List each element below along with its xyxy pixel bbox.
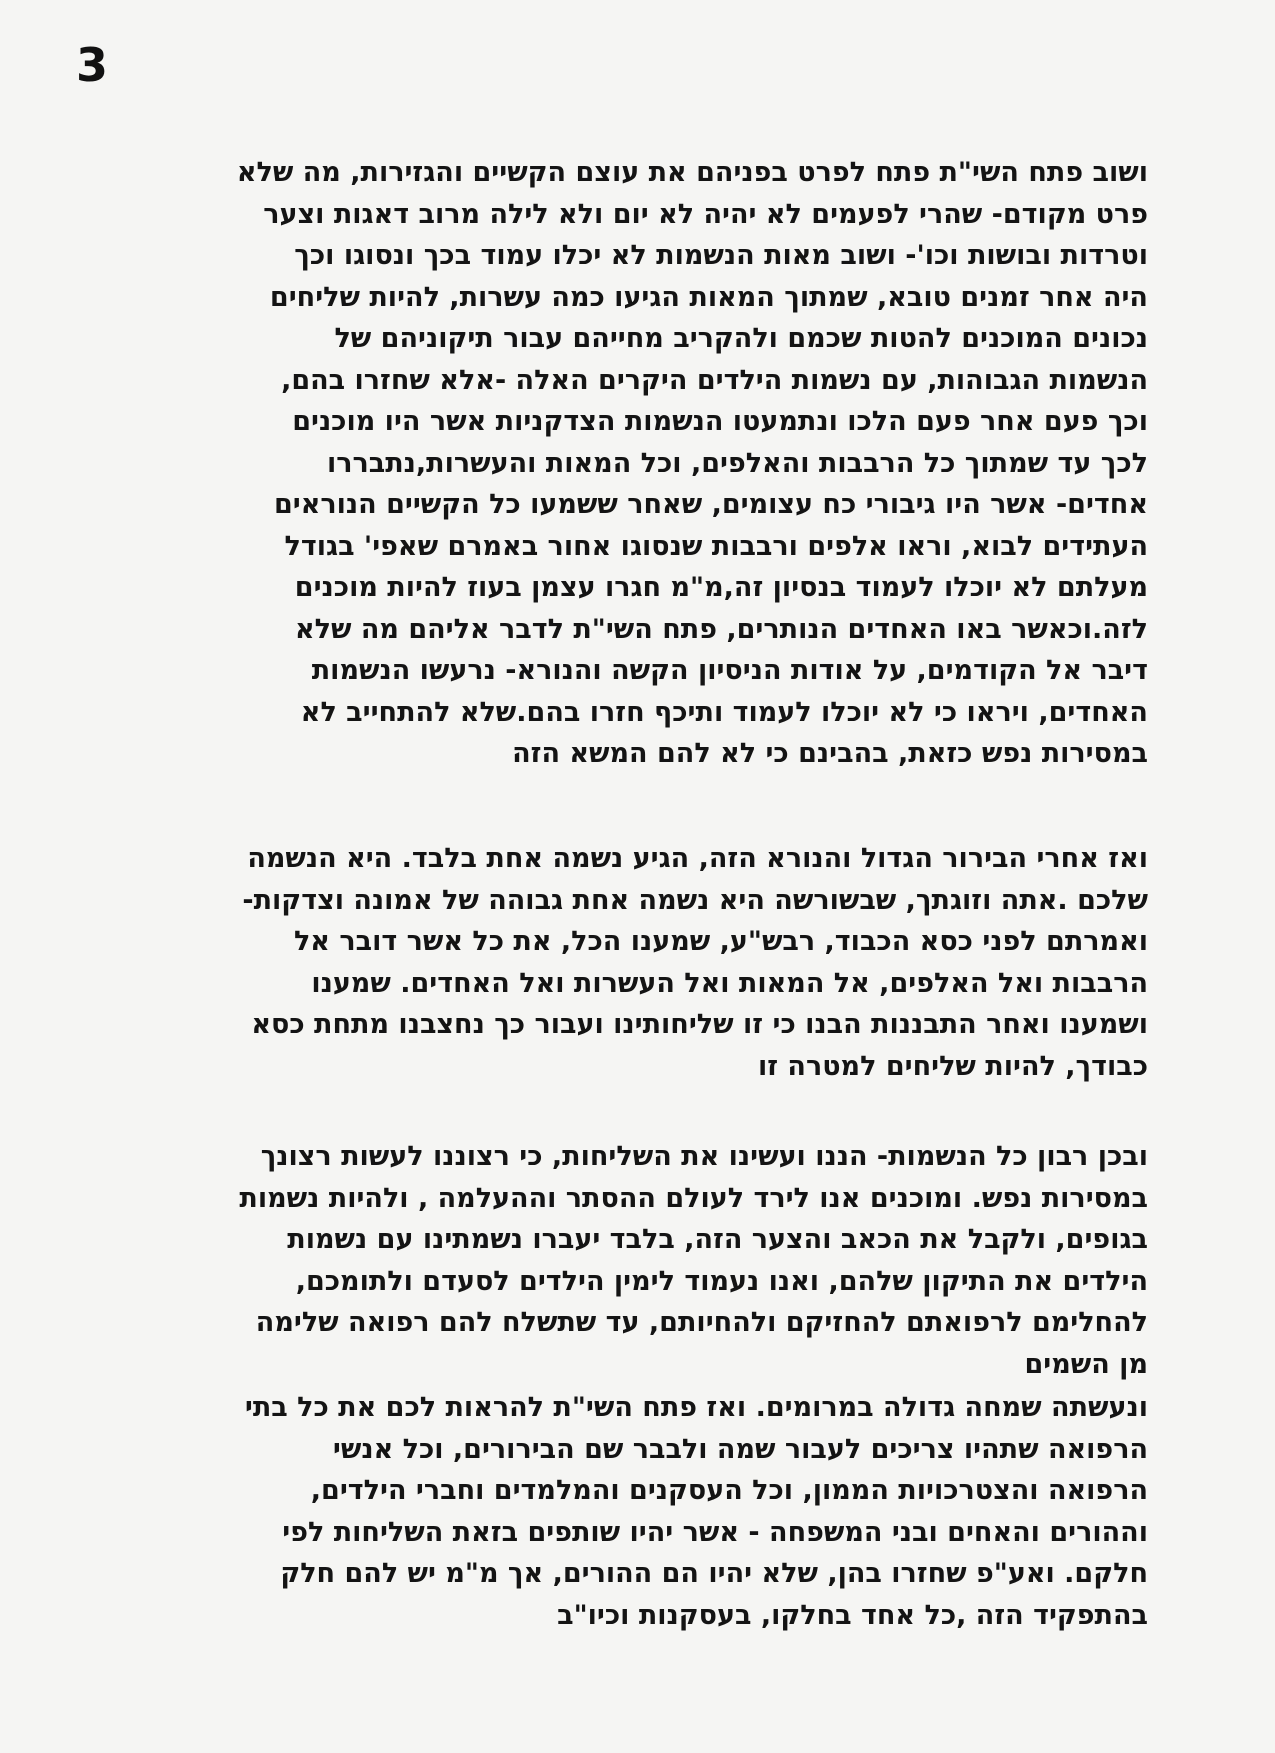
text-line: דיבר אל הקודמים, על אודות הניסיון הקשה והנורא- נרעשו הנשמות <box>311 655 1148 686</box>
paragraph-1 <box>118 152 1148 775</box>
text-line: נכונים המוכנים להטות שכמם ולהקריב מחייהם עבור תיקוניהם של <box>334 323 1148 354</box>
text-line: מעלתם לא יוכלו לעמוד בנסיון זה,מ"מ חגרו עצמן בעוז להיות מוכנים <box>294 572 1148 603</box>
text-line: במסירות נפש. ומוכנים אנו לירד לעולם ההסתר וההעלמה , ולהיות נשמות <box>239 1182 1148 1214</box>
paragraph-3 <box>118 1136 1148 1385</box>
text-line: וההורים והאחים ובני המשפחה - אשר יהיו שותפים בזאת השליחות לפי <box>282 1516 1148 1548</box>
text-line: להחלימם לרפואתם להחזיקם ולהחיותם, עד שתשלח להם רפואה שלימה <box>255 1307 1148 1338</box>
text-line: בגופים, ולקבל את הכאב והצער הזה, בלבד יעברו נשמתינו עם נשמות <box>287 1224 1148 1255</box>
text-line: שלכם .אתה וזוגתך, שבשורשה היא נשמה אחת גבוהה של אמונה וצדקות- <box>242 884 1148 916</box>
text-line: פרט מקודם- שהרי לפעמים לא יהיה לא יום ולא לילה מרוב דאגות וצער <box>263 198 1148 230</box>
text-line: ושוב פתח השי"ת פתח לפרט בפניהם את עוצם הקשיים והגזירות, מה שלא <box>236 157 1148 188</box>
text-line: ושמענו ואחר התבננות הבנו כי זו שליחותינו ועבור כך נחצבנו מתחת כסא <box>251 1009 1148 1040</box>
text-line: מן השמים <box>1024 1348 1148 1380</box>
text-line: הרבבות ואל האלפים, אל המאות ואל העשרות ואל האחדים. שמענו <box>311 967 1148 999</box>
text-line: במסירות נפש כזאת, בהבינם כי לא להם המשא הזה <box>512 738 1148 769</box>
text-line: וכך פעם אחר פעם הלכו ונתמעטו הנשמות הצדקניות אשר היו מוכנים <box>292 406 1148 437</box>
text-line: הנשמות הגבוהות, עם נשמות הילדים היקרים האלה -אלא שחזרו בהם, <box>281 364 1148 396</box>
text-line: האחדים, ויראו כי לא יוכלו לעמוד ותיכף חזרו בהם.שלא להתחייב לא <box>300 696 1148 728</box>
text-line: היה אחר זמנים טובא, שמתוך המאות הגיעו כמה עשרות, להיות שליחים <box>269 281 1148 313</box>
text-line: אחדים- אשר היו גיבורי כח עצומים, שאחר ששמעו כל הקשיים הנוראים <box>273 489 1148 520</box>
page-number: 3 <box>76 38 109 92</box>
paragraph-2 <box>118 838 1148 1087</box>
text-line: וטרדות ובושות וכו'- ושוב מאות הנשמות לא יכלו עמוד בכך ונסוגו וכך <box>294 240 1148 271</box>
text-line: לכך עד שמתוך כל הרבבות והאלפים, וכל המאות והעשרות,נתבררו <box>326 447 1148 479</box>
text-line: בהתפקיד הזה ,כל אחד בחלקו, בעסקנות וכיו"ב <box>557 1599 1148 1631</box>
text-line: ואמרתם לפני כסא הכבוד, רבש"ע, שמענו הכל, את כל אשר דובר אל <box>293 926 1148 957</box>
text-line: הילדים את התיקון שלהם, ואנו נעמוד לימין הילדים לסעדם ולתומכם, <box>295 1265 1148 1297</box>
text-line: כבודך, להיות שליחים למטרה זו <box>757 1050 1148 1082</box>
text-line: ואז אחרי הבירור הגדול והנורא הזה, הגיע נשמה אחת בלבד. היא הנשמה <box>247 843 1148 874</box>
text-line: חלקם. ואע"פ שחזרו בהן, שלא יהיו הם ההורים, אך מ"מ יש להם חלק <box>280 1558 1148 1589</box>
text-line: העתידים לבוא, וראו אלפים ורבבות שנסוגו אחור באמרם שאפי' בגודל <box>284 530 1148 562</box>
text-line: הרפואה שתהיו צריכים לעבור שמה ולבבר שם הבירורים, וכל אנשי <box>332 1433 1148 1465</box>
text-line: לזה.וכאשר באו האחדים הנותרים, פתח השי"ת לדבר אליהם מה שלא <box>294 613 1148 645</box>
text-line: ובכן רבון כל הנשמות- הננו ועשינו את השליחות, כי רצוננו לעשות רצונך <box>260 1141 1148 1172</box>
text-line: ונעשתה שמחה גדולה במרומים. ואז פתח השי"ת להראות לכם את כל בתי <box>244 1392 1148 1423</box>
text-line: הרפואה והצטרכויות הממון, וכל העסקנים והמלמדים וחברי הילדים, <box>310 1475 1148 1506</box>
paragraph-4 <box>118 1387 1148 1636</box>
